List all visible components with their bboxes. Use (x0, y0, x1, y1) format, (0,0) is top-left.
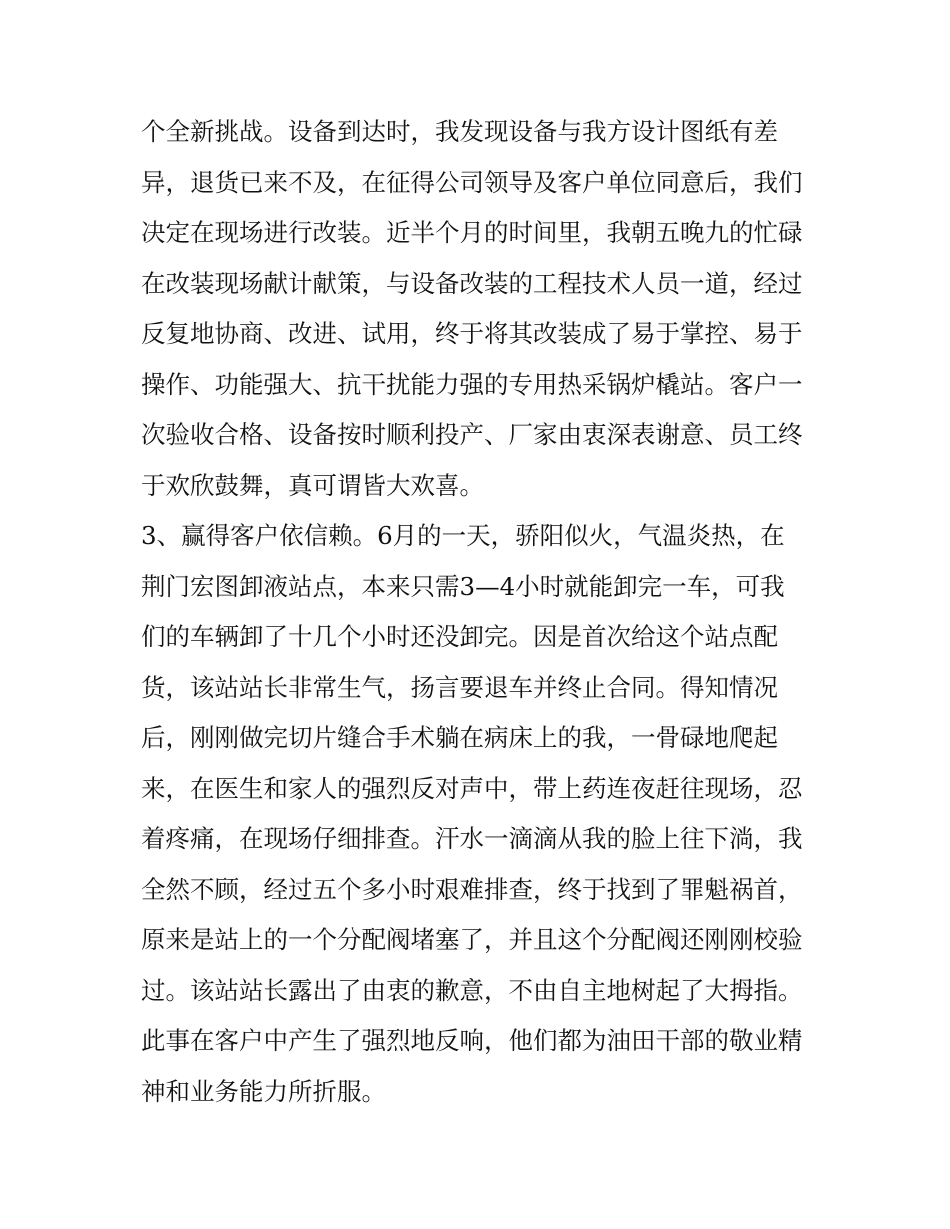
text-line: 反复地协商、改进、试用，终于将其改装成了易于掌控、易于 (141, 319, 803, 348)
text-line: 来，在医生和家人的强烈反对声中，带上药连夜赶往现场，忍 (141, 773, 803, 803)
text-line: 货，该站站长非常生气，扬言要退车并终止合同。得知情况 (141, 672, 778, 702)
text-line: 操作、功能强大、抗干扰能力强的专用热采锅炉橇站。客户一 (141, 369, 803, 399)
body-text (141, 107, 816, 1117)
text-line: 全然不顾，经过五个多小时艰难排查，终于找到了罪魁祸首， (141, 874, 803, 904)
text-line: 神和业务能力所折服。 (141, 1076, 386, 1106)
text-line: 3、赢得客户依信赖。6月的一天，骄阳似火，气温炎热，在 (141, 521, 785, 550)
text-line: 着疼痛，在现场仔细排查。汗水一滴滴从我的脸上往下淌，我 (141, 824, 803, 853)
text-line: 后，刚刚做完切片缝合手术躺在病床上的我，一骨碌地爬起 (141, 723, 778, 752)
text-line: 在改装现场献计献策，与设备改装的工程技术人员一道，经过 (141, 268, 803, 298)
text-line: 们的车辆卸了十几个小时还没卸完。因是首次给这个站点配 (141, 622, 778, 651)
text-line: 个全新挑战。设备到达时，我发现设备与我方设计图纸有差 (141, 117, 778, 146)
text-line: 荆门宏图卸液站点，本来只需3—4小时就能卸完一车，可我 (141, 571, 785, 601)
text-line: 过。该站站长露出了由衷的歉意，不由自主地树起了大拇指。 (141, 975, 803, 1005)
text-line: 原来是站上的一个分配阀堵塞了，并且这个分配阀还刚刚校验 (141, 925, 803, 954)
text-line: 次验收合格、设备按时顺利投产、厂家由衷深表谢意、员工终 (141, 420, 803, 449)
text-line: 此事在客户中产生了强烈地反响，他们都为油田干部的敬业精 (141, 1026, 803, 1055)
text-line: 异，退货已来不及，在征得公司领导及客户单位同意后，我们 (141, 167, 803, 197)
text-line: 于欢欣鼓舞，真可谓皆大欢喜。 (141, 470, 484, 500)
text-line: 决定在现场进行改装。近半个月的时间里，我朝五晚九的忙碌 (141, 218, 803, 247)
